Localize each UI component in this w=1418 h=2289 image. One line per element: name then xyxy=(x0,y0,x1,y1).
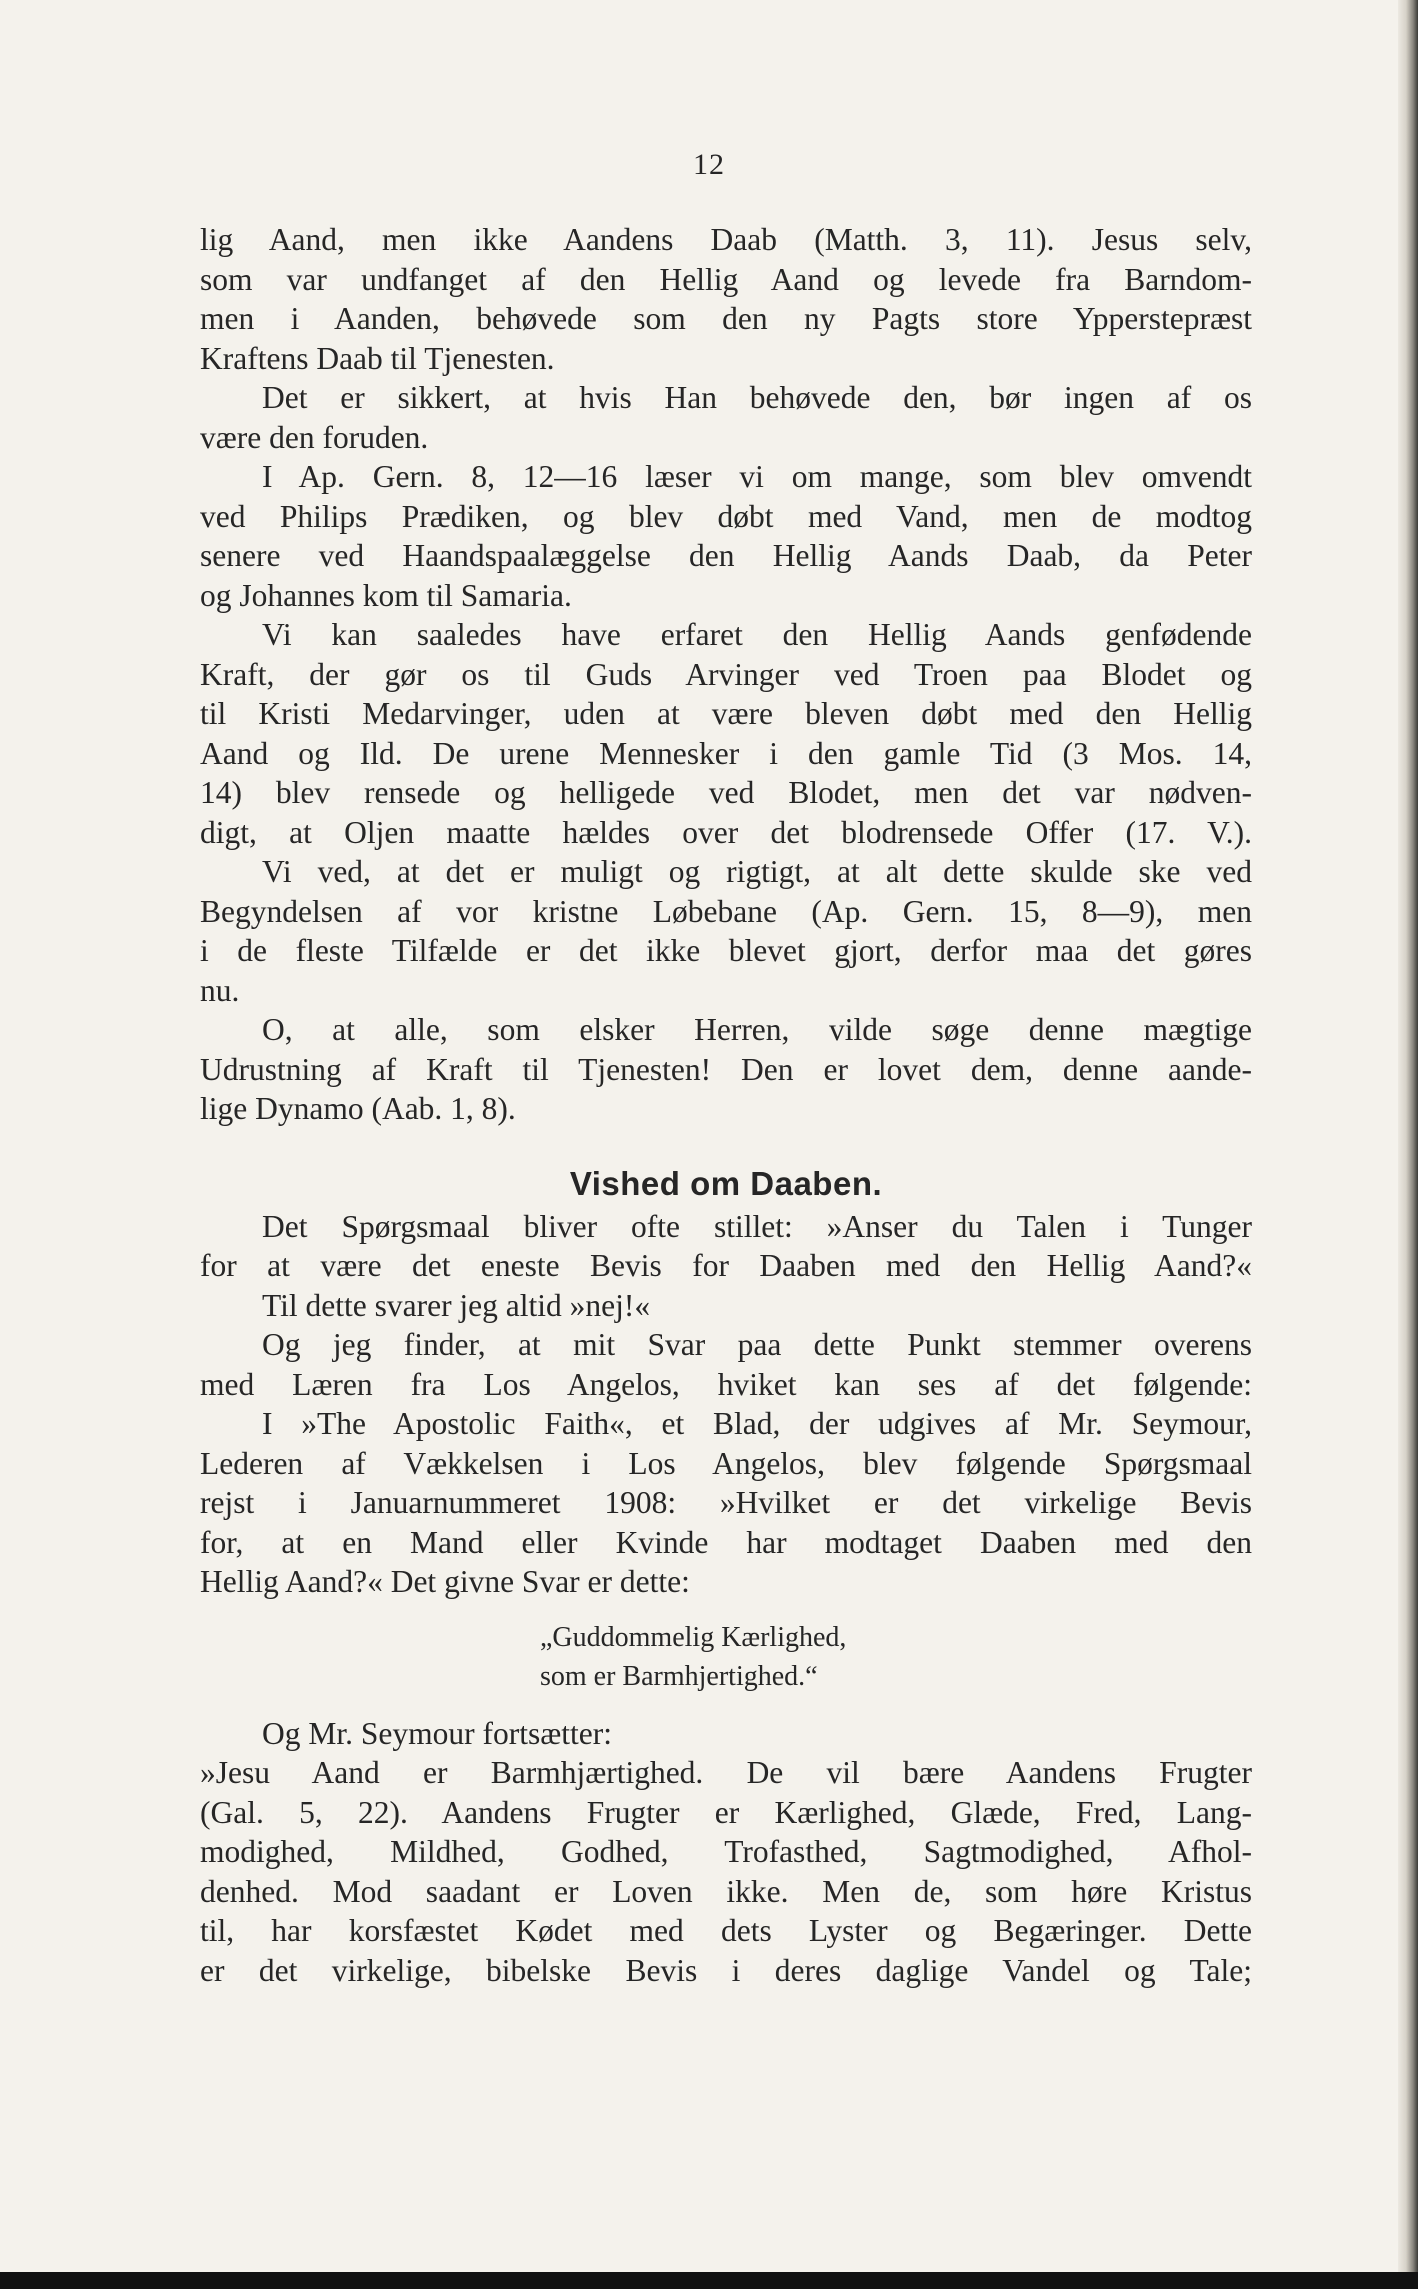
page-edge-shadow xyxy=(1398,0,1418,2272)
text-line: Det Spørgsmaal bliver ofte stillet: »Anser du Talen i Tunger xyxy=(262,1208,1252,1244)
text-line: er det virkelige, bibelske Bevis i deres daglige Vandel og Tale; xyxy=(200,1952,1252,1988)
text-line: lig Aand, men ikke Aandens Daab (Matth. 3, 11). Jesus selv, xyxy=(200,222,1252,257)
text-line: nu. xyxy=(200,972,240,1008)
text-line: ved Philips Prædiken, og blev døbt med Vand, men de modtog xyxy=(200,498,1252,534)
text-line: 14) blev rensede og helligede ved Blodet, men det var nødven- xyxy=(200,775,1252,810)
text-line: Vi ved, at det er muligt og rigtigt, at alt dette skulde ske ved xyxy=(262,854,1252,889)
text-line: men i Aanden, behøvede som den ny Pagts store Ypperstepræst xyxy=(200,301,1252,336)
text-line: I Ap. Gern. 8, 12—16 læser vi om mange, som blev omvendt xyxy=(262,459,1252,494)
text-line: Begyndelsen af vor kristne Løbebane (Ap. Gern. 15, 8—9), men xyxy=(200,893,1252,929)
text-line: O, at alle, som elsker Herren, vilde søge denne mægtige xyxy=(262,1012,1252,1047)
quote-line: „Guddommelig Kærlighed, xyxy=(540,1621,847,1653)
text-line: Aand og Ild. De urene Mennesker i den gamle Tid (3 Mos. 14, xyxy=(200,735,1252,771)
text-line: for, at en Mand eller Kvinde har modtaget Daaben med den xyxy=(200,1524,1252,1560)
text-line: i de fleste Tilfælde er det ikke blevet gjort, derfor maa det gøres xyxy=(200,933,1252,968)
text-line: for at være det eneste Bevis for Daaben med den Hellig Aand?« xyxy=(200,1248,1252,1283)
text-line: Vi kan saaledes have erfaret den Hellig Aands genfødende xyxy=(262,617,1252,652)
text-line: »Jesu Aand er Barmhjærtighed. De vil bære Aandens Frugter xyxy=(200,1755,1252,1790)
text-line: Hellig Aand?« Det givne Svar er dette: xyxy=(200,1564,690,1599)
text-line: (Gal. 5, 22). Aandens Frugter er Kærlighed, Glæde, Fred, Lang- xyxy=(200,1794,1252,1830)
text-line: og Johannes kom til Samaria. xyxy=(200,577,572,613)
text-line: med Læren fra Los Angelos, hviket kan ses af det følgende: xyxy=(200,1366,1252,1402)
text-line: denhed. Mod saadant er Loven ikke. Men de, som høre Kristus xyxy=(200,1873,1252,1909)
text-line: Og Mr. Seymour fortsætter: xyxy=(262,1715,612,1751)
text-line: modighed, Mildhed, Godhed, Trofasthed, Sagtmodighed, Afhol- xyxy=(200,1834,1252,1869)
page-number: 12 xyxy=(693,148,725,181)
text-line: senere ved Haandspaalæggelse den Hellig Aands Daab, da Peter xyxy=(200,538,1252,573)
text-line: Lederen af Vækkelsen i Los Angelos, blev følgende Spørgsmaal xyxy=(200,1445,1252,1481)
text-line: I »The Apostolic Faith«, et Blad, der udgives af Mr. Seymour, xyxy=(262,1406,1252,1441)
text-line: Kraft, der gør os til Guds Arvinger ved Troen paa Blodet og xyxy=(200,656,1252,692)
body-text xyxy=(200,220,1252,1990)
text-line: Det er sikkert, at hvis Han behøvede den, bør ingen af os xyxy=(262,380,1252,415)
text-line: som var undfanget af den Hellig Aand og levede fra Barndom- xyxy=(200,261,1252,297)
text-line: digt, at Oljen maatte hældes over det blodrensede Offer (17. V.). xyxy=(200,814,1252,850)
text-line: til, har korsfæstet Kødet med dets Lyster og Begæringer. Dette xyxy=(200,1913,1252,1948)
text-line: Udrustning af Kraft til Tjenesten! Den er lovet dem, denne aande- xyxy=(200,1051,1252,1087)
quote-line: som er Barmhjertighed.“ xyxy=(540,1660,818,1692)
text-line: lige Dynamo (Aab. 1, 8). xyxy=(200,1091,516,1126)
text-line: til Kristi Medarvinger, uden at være bleven døbt med den Hellig xyxy=(200,696,1252,731)
text-line: være den foruden. xyxy=(200,419,429,455)
text-line: Og jeg finder, at mit Svar paa dette Punkt stemmer overens xyxy=(262,1327,1252,1362)
text-line: Til dette svarer jeg altid »nej!« xyxy=(262,1287,651,1323)
text-line: rejst i Januarnummeret 1908: »Hvilket er det virkelige Bevis xyxy=(200,1485,1252,1520)
scan-bottom-border xyxy=(0,2272,1418,2289)
text-line: Kraftens Daab til Tjenesten. xyxy=(200,340,555,376)
section-heading: Vished om Daaben. xyxy=(569,1164,883,1202)
